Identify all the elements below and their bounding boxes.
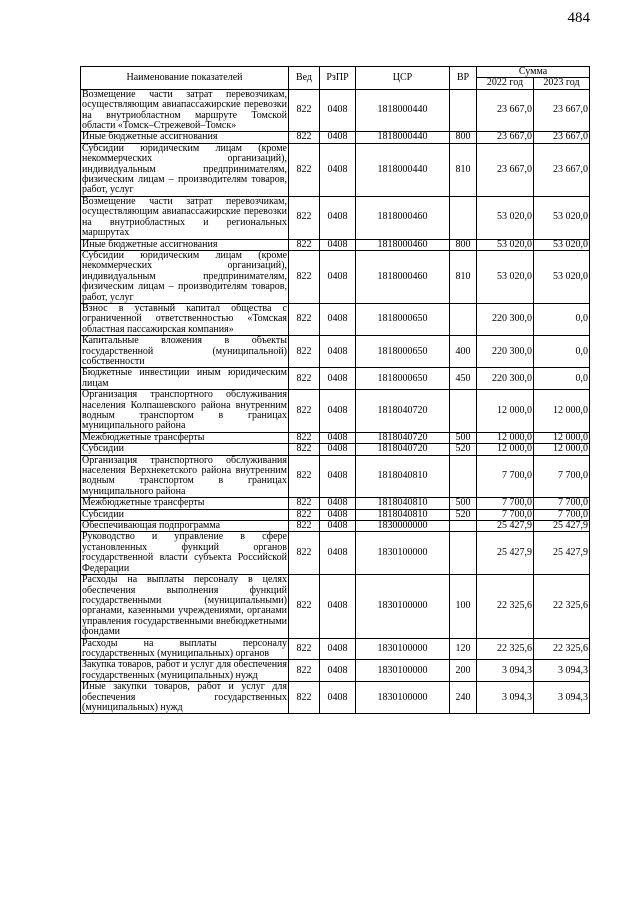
table-row bbox=[81, 660, 590, 682]
row-name: Субсидии bbox=[81, 509, 289, 520]
table-row bbox=[81, 132, 590, 143]
row-csr: 1818000650 bbox=[356, 336, 450, 368]
row-name: Субсидии юридическим лицам (кроме некоммерческих организаций), индивидуальным предпринимателям, физическим лицам – производителям товаров, работ, услуг bbox=[82, 249, 287, 303]
row-csr: 1818040720 bbox=[356, 444, 450, 455]
row-sum-2022: 25 427,9 bbox=[477, 521, 534, 532]
table-body bbox=[81, 89, 590, 714]
row-vr: 500 bbox=[450, 432, 477, 443]
row-csr: 1818000440 bbox=[356, 89, 450, 132]
row-sum-2023: 12 000,0 bbox=[534, 390, 590, 433]
row-rzpr: 0408 bbox=[320, 336, 356, 368]
row-sum-2022: 3 094,3 bbox=[477, 660, 534, 682]
row-vr: 500 bbox=[450, 498, 477, 509]
row-rzpr: 0408 bbox=[320, 132, 356, 143]
row-csr: 1830100000 bbox=[356, 532, 450, 575]
row-sum-2023: 23 667,0 bbox=[534, 89, 590, 132]
table-row bbox=[81, 390, 590, 433]
row-sum-2023: 0,0 bbox=[534, 336, 590, 368]
header-vr: ВР bbox=[450, 67, 477, 90]
row-vr bbox=[450, 89, 477, 132]
row-name: Иные закупки товаров, работ и услуг для обеспечения государственных (муниципальных) нужд bbox=[82, 681, 287, 713]
row-sum-2023: 3 094,3 bbox=[534, 660, 590, 682]
row-sum-2023: 23 667,0 bbox=[534, 143, 590, 196]
row-vr bbox=[450, 455, 477, 498]
row-ved: 822 bbox=[289, 521, 320, 532]
row-ved: 822 bbox=[289, 143, 320, 196]
header-year-2022: 2022 год bbox=[477, 78, 534, 89]
row-name: Расходы на выплаты персоналу в целях обеспечения выполнения функций государственными (муниципальными) органами, казенными учреждениями, органами управления государственными внебюджетными фондами bbox=[82, 574, 287, 638]
row-rzpr: 0408 bbox=[320, 521, 356, 532]
row-sum-2022: 53 020,0 bbox=[477, 250, 534, 303]
row-csr: 1818040810 bbox=[356, 509, 450, 520]
row-rzpr: 0408 bbox=[320, 432, 356, 443]
row-vr: 200 bbox=[450, 660, 477, 682]
header-ved: Вед bbox=[289, 67, 320, 90]
row-ved: 822 bbox=[289, 532, 320, 575]
table-row bbox=[81, 575, 590, 638]
row-ved: 822 bbox=[289, 432, 320, 443]
row-rzpr: 0408 bbox=[320, 575, 356, 638]
table-row bbox=[81, 455, 590, 498]
row-ved: 822 bbox=[289, 575, 320, 638]
row-csr: 1818040810 bbox=[356, 498, 450, 509]
row-rzpr: 0408 bbox=[320, 196, 356, 239]
header-name: Наименование показателей bbox=[81, 67, 289, 90]
table-row bbox=[81, 368, 590, 390]
row-rzpr: 0408 bbox=[320, 509, 356, 520]
row-csr: 1818000460 bbox=[356, 239, 450, 250]
row-sum-2023: 25 427,9 bbox=[534, 521, 590, 532]
row-vr: 100 bbox=[450, 575, 477, 638]
row-csr: 1818000460 bbox=[356, 196, 450, 239]
table-row bbox=[81, 682, 590, 714]
row-rzpr: 0408 bbox=[320, 390, 356, 433]
page-number: 484 bbox=[567, 10, 590, 26]
row-rzpr: 0408 bbox=[320, 303, 356, 335]
row-rzpr: 0408 bbox=[320, 682, 356, 714]
row-sum-2022: 25 427,9 bbox=[477, 532, 534, 575]
row-sum-2023: 7 700,0 bbox=[534, 498, 590, 509]
table-row bbox=[81, 250, 590, 303]
row-csr: 1818000440 bbox=[356, 132, 450, 143]
row-vr: 520 bbox=[450, 509, 477, 520]
row-sum-2023: 0,0 bbox=[534, 303, 590, 335]
header-sum: Сумма bbox=[477, 67, 590, 78]
row-rzpr: 0408 bbox=[320, 89, 356, 132]
row-name: Бюджетные инвестиции иным юридическим лицам bbox=[82, 367, 287, 389]
row-ved: 822 bbox=[289, 239, 320, 250]
table-row bbox=[81, 521, 590, 532]
row-ved: 822 bbox=[289, 660, 320, 682]
row-rzpr: 0408 bbox=[320, 532, 356, 575]
row-rzpr: 0408 bbox=[320, 444, 356, 455]
row-name: Организация транспортного обслуживания населения Колпашевского района внутренним водным транспортом в границах муниципального района bbox=[82, 389, 287, 432]
row-sum-2022: 7 700,0 bbox=[477, 455, 534, 498]
row-csr: 1830100000 bbox=[356, 660, 450, 682]
row-csr: 1818040720 bbox=[356, 390, 450, 433]
table-row bbox=[81, 336, 590, 368]
header-csr: ЦСР bbox=[356, 67, 450, 90]
row-ved: 822 bbox=[289, 89, 320, 132]
row-csr: 1830000000 bbox=[356, 521, 450, 532]
row-vr bbox=[450, 196, 477, 239]
row-csr: 1818040720 bbox=[356, 432, 450, 443]
row-sum-2022: 12 000,0 bbox=[477, 432, 534, 443]
row-vr bbox=[450, 532, 477, 575]
row-vr: 810 bbox=[450, 250, 477, 303]
row-sum-2022: 220 300,0 bbox=[477, 303, 534, 335]
row-vr: 240 bbox=[450, 682, 477, 714]
row-vr bbox=[450, 303, 477, 335]
row-sum-2022: 7 700,0 bbox=[477, 509, 534, 520]
header-year-2023: 2023 год bbox=[534, 78, 590, 89]
header-rzpr: РзПР bbox=[320, 67, 356, 90]
row-name: Закупка товаров, работ и услуг для обеспечения государственных (муниципальных) нужд bbox=[82, 659, 287, 681]
row-sum-2022: 3 094,3 bbox=[477, 682, 534, 714]
table-row bbox=[81, 509, 590, 520]
table-row bbox=[81, 444, 590, 455]
table-row bbox=[81, 498, 590, 509]
row-ved: 822 bbox=[289, 336, 320, 368]
row-vr: 520 bbox=[450, 444, 477, 455]
row-ved: 822 bbox=[289, 196, 320, 239]
row-sum-2022: 23 667,0 bbox=[477, 89, 534, 132]
row-sum-2023: 12 000,0 bbox=[534, 444, 590, 455]
row-ved: 822 bbox=[289, 132, 320, 143]
row-sum-2023: 25 427,9 bbox=[534, 532, 590, 575]
row-ved: 822 bbox=[289, 638, 320, 660]
row-vr bbox=[450, 521, 477, 532]
row-ved: 822 bbox=[289, 498, 320, 509]
row-csr: 1818000440 bbox=[356, 143, 450, 196]
row-sum-2022: 53 020,0 bbox=[477, 239, 534, 250]
row-vr bbox=[450, 390, 477, 433]
row-vr: 810 bbox=[450, 143, 477, 196]
row-name: Межбюджетные трансферты bbox=[81, 498, 289, 509]
row-ved: 822 bbox=[289, 444, 320, 455]
row-name: Иные бюджетные ассигнования bbox=[81, 239, 289, 250]
row-csr: 1830100000 bbox=[356, 682, 450, 714]
row-vr: 450 bbox=[450, 368, 477, 390]
row-rzpr: 0408 bbox=[320, 143, 356, 196]
table-header bbox=[81, 67, 590, 90]
row-rzpr: 0408 bbox=[320, 498, 356, 509]
row-rzpr: 0408 bbox=[320, 455, 356, 498]
row-name: Взнос в уставный капитал общества с ограниченной ответственностью «Томская областная пассажирская компания» bbox=[82, 302, 287, 335]
row-sum-2022: 12 000,0 bbox=[477, 444, 534, 455]
row-name: Возмещение части затрат перевозчикам, осуществляющим авиапассажирские перевозки на внутриобластных и региональных маршрутах bbox=[82, 195, 287, 239]
row-ved: 822 bbox=[289, 455, 320, 498]
row-sum-2022: 7 700,0 bbox=[477, 498, 534, 509]
row-vr: 120 bbox=[450, 638, 477, 660]
row-name: Субсидии bbox=[81, 444, 289, 455]
row-name: Иные бюджетные ассигнования bbox=[81, 132, 289, 143]
table-row bbox=[81, 303, 590, 335]
row-sum-2023: 22 325,6 bbox=[534, 575, 590, 638]
row-sum-2023: 12 000,0 bbox=[534, 432, 590, 443]
table-row bbox=[81, 432, 590, 443]
row-sum-2023: 3 094,3 bbox=[534, 682, 590, 714]
table-row bbox=[81, 638, 590, 660]
row-ved: 822 bbox=[289, 390, 320, 433]
row-name: Организация транспортного обслуживания населения Верхнекетского района внутренним водным транспортом в границах муниципального района bbox=[82, 454, 287, 497]
row-sum-2023: 7 700,0 bbox=[534, 455, 590, 498]
row-vr: 800 bbox=[450, 239, 477, 250]
row-name: Расходы на выплаты персоналу государственных (муниципальных) органов bbox=[82, 637, 287, 659]
row-csr: 1818000650 bbox=[356, 303, 450, 335]
row-name: Субсидии юридическим лицам (кроме некоммерческих организаций), индивидуальным предпринимателям, физическим лицам – производителям товаров, работ, услуг bbox=[82, 142, 287, 196]
row-name: Капитальные вложения в объекты государственной (муниципальной) собственности bbox=[82, 335, 287, 367]
row-name: Обеспечивающая подпрограмма bbox=[81, 521, 289, 532]
row-name: Межбюджетные трансферты bbox=[81, 432, 289, 443]
row-sum-2022: 23 667,0 bbox=[477, 132, 534, 143]
row-rzpr: 0408 bbox=[320, 368, 356, 390]
row-sum-2022: 23 667,0 bbox=[477, 143, 534, 196]
row-sum-2023: 7 700,0 bbox=[534, 509, 590, 520]
budget-table bbox=[80, 66, 590, 714]
row-csr: 1830100000 bbox=[356, 638, 450, 660]
row-sum-2023: 53 020,0 bbox=[534, 239, 590, 250]
table-row bbox=[81, 196, 590, 239]
row-ved: 822 bbox=[289, 368, 320, 390]
row-name: Руководство и управление в сфере установленных функций органов государственной власти субъекта Российской Федерации bbox=[82, 531, 287, 574]
row-sum-2023: 23 667,0 bbox=[534, 132, 590, 143]
row-csr: 1818040810 bbox=[356, 455, 450, 498]
row-sum-2023: 53 020,0 bbox=[534, 196, 590, 239]
row-sum-2022: 220 300,0 bbox=[477, 368, 534, 390]
row-sum-2022: 22 325,6 bbox=[477, 575, 534, 638]
row-rzpr: 0408 bbox=[320, 250, 356, 303]
row-sum-2022: 12 000,0 bbox=[477, 390, 534, 433]
row-csr: 1818000460 bbox=[356, 250, 450, 303]
row-sum-2023: 53 020,0 bbox=[534, 250, 590, 303]
table-row bbox=[81, 239, 590, 250]
table-row bbox=[81, 143, 590, 196]
row-rzpr: 0408 bbox=[320, 660, 356, 682]
row-name: Возмещение части затрат перевозчикам, осуществляющим авиапассажирские перевозки на внутриобластном маршруте Томской области «Томск–Стрежевой–Томск» bbox=[82, 88, 287, 132]
row-ved: 822 bbox=[289, 509, 320, 520]
row-sum-2022: 220 300,0 bbox=[477, 336, 534, 368]
row-vr: 800 bbox=[450, 132, 477, 143]
row-sum-2023: 22 325,6 bbox=[534, 638, 590, 660]
row-vr: 400 bbox=[450, 336, 477, 368]
row-ved: 822 bbox=[289, 250, 320, 303]
table-row bbox=[81, 532, 590, 575]
row-sum-2023: 0,0 bbox=[534, 368, 590, 390]
row-rzpr: 0408 bbox=[320, 239, 356, 250]
row-csr: 1830100000 bbox=[356, 575, 450, 638]
row-sum-2022: 22 325,6 bbox=[477, 638, 534, 660]
row-sum-2022: 53 020,0 bbox=[477, 196, 534, 239]
row-ved: 822 bbox=[289, 303, 320, 335]
row-csr: 1818000650 bbox=[356, 368, 450, 390]
table-row bbox=[81, 89, 590, 132]
row-rzpr: 0408 bbox=[320, 638, 356, 660]
row-ved: 822 bbox=[289, 682, 320, 714]
